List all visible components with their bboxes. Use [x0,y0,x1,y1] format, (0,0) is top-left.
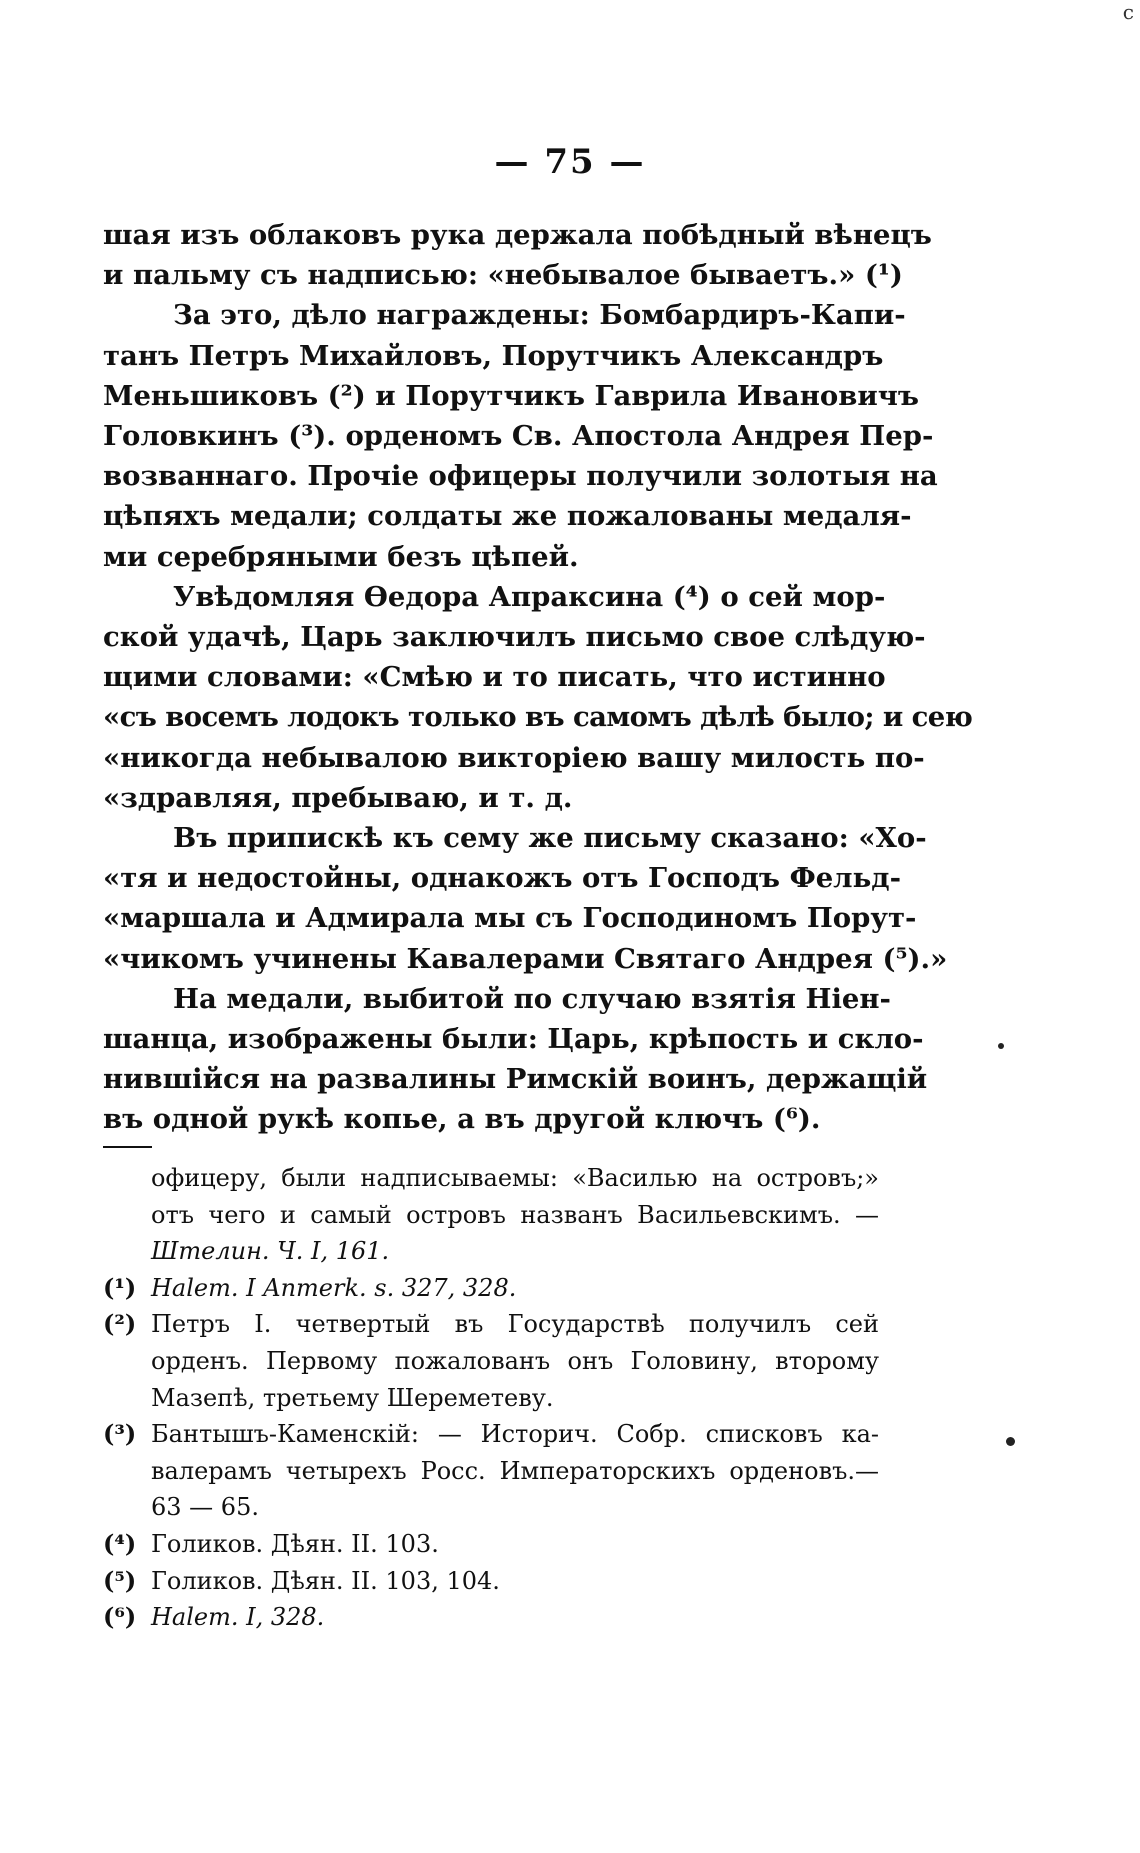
text-line: щими словами: «Смѣю и то писать, что истинно [103,661,886,694]
text-line: въ одной рукѣ копье, а въ другой ключъ (⁶). [103,1103,821,1136]
text-line: «маршала и Адмирала мы съ Господиномъ Порут- [103,902,917,935]
text-line: Въ припискѣ къ сему же письму сказано: «Хо- [173,822,927,855]
text-line: нившійся на развалины Римскій воинъ, держащій [103,1063,928,1096]
footnote-3 [103,1416,879,1526]
footnote-text: Halem. I, 328. [151,1603,325,1632]
text-line: и пальму съ надписью: «небывалое бываетъ.» (¹) [103,259,903,292]
footnote-marker: (¹) [103,1272,137,1302]
footnote-text: Петръ I. четвертый въ Государствѣ получилъ сей [151,1310,879,1339]
text-line: Увѣдомляя Ѳедора Апраксина (⁴) о сей мор- [173,580,886,613]
text-line: ской удачѣ, Царь заключилъ письмо свое слѣдую- [103,621,926,654]
text-line: шанца, изображены были: Царь, крѣпость и скло- [103,1023,924,1056]
footnote-marker: (²) [103,1309,137,1339]
footnote-text: орденъ. Первому пожалованъ онъ Головину, второму [151,1346,879,1375]
footnote-rule [103,1146,152,1148]
page-number: — 75 — [494,142,646,182]
footnote-continuation-line: отъ чего и самый островъ названъ Васильевскимъ. — [151,1200,879,1229]
text-line: цѣпяхъ медали; солдаты же пожалованы медаля- [103,500,912,533]
text-line: шая изъ облаковъ рука держала побѣдный вѣнецъ [103,219,932,251]
text-line: «никогда небывалою викторіею вашу милость по- [103,741,925,774]
footnote-text: Halem. I Anmerk. s. 327, 328. [151,1273,517,1302]
footnote-text: 63 — 65. [151,1493,259,1522]
footnote-6 [103,1599,879,1636]
footnote-marker: (⁵) [103,1565,137,1595]
edge-mark: c [1122,0,1134,24]
footnote-text: валерамъ четырехъ Росс. Императорскихъ орденовъ.— [151,1456,879,1485]
footnote-5 [103,1563,879,1600]
ink-speck [998,1043,1004,1049]
footnote-text: Бантышъ-Каменскій: — Историч. Собр. списковъ ка- [151,1420,879,1449]
text-line: «съ восемъ лодокъ только въ самомъ дѣлѣ было; и сею [103,701,973,734]
main-text [103,215,973,1140]
text-line: На медали, выбитой по случаю взятія Ніен- [173,982,891,1015]
text-line: Головкинъ (³). орденомъ Св. Апостола Андрея Пер- [103,420,934,453]
footnote-1 [103,1270,879,1307]
text-line: За это, дѣло награждены: Бомбардиръ-Капи- [173,299,906,332]
text-line: «чикомъ учинены Кавалерами Святаго Андрея (⁵).» [103,942,948,975]
footnote-4 [103,1526,879,1563]
text-line: танъ Петръ Михайловъ, Порутчикъ Александръ [103,339,884,372]
footnote-text: Голиков. Дѣян. II. 103. [151,1529,439,1558]
footnote-marker: (⁴) [103,1528,137,1558]
footnote-marker: (³) [103,1419,137,1449]
text-line: «тя и недостойны, однакожъ отъ Господъ Фельд- [103,862,901,895]
ink-speck [1006,1437,1015,1446]
footnote-2 [103,1306,879,1416]
text-line: возваннаго. Прочіе офицеры получили золотыя на [103,460,938,493]
footnote-continuation-line: офицеру, были надписываемы: «Василью на островъ;» [151,1164,879,1192]
footnote-text: Мазепѣ, третьему Шереметеву. [151,1383,554,1412]
footnotes [103,1160,879,1636]
footnote-continuation-line: Штелин. Ч. I, 161. [151,1237,390,1266]
footnote-marker: (⁶) [103,1602,137,1632]
footnote-text: Голиков. Дѣян. II. 103, 104. [151,1566,500,1595]
text-line: Меньшиковъ (²) и Порутчикъ Гаврила Ивановичъ [103,379,919,412]
text-line: ми серебряными безъ цѣпей. [103,540,579,573]
text-line: «здравляя, пребываю, и т. д. [103,781,573,814]
